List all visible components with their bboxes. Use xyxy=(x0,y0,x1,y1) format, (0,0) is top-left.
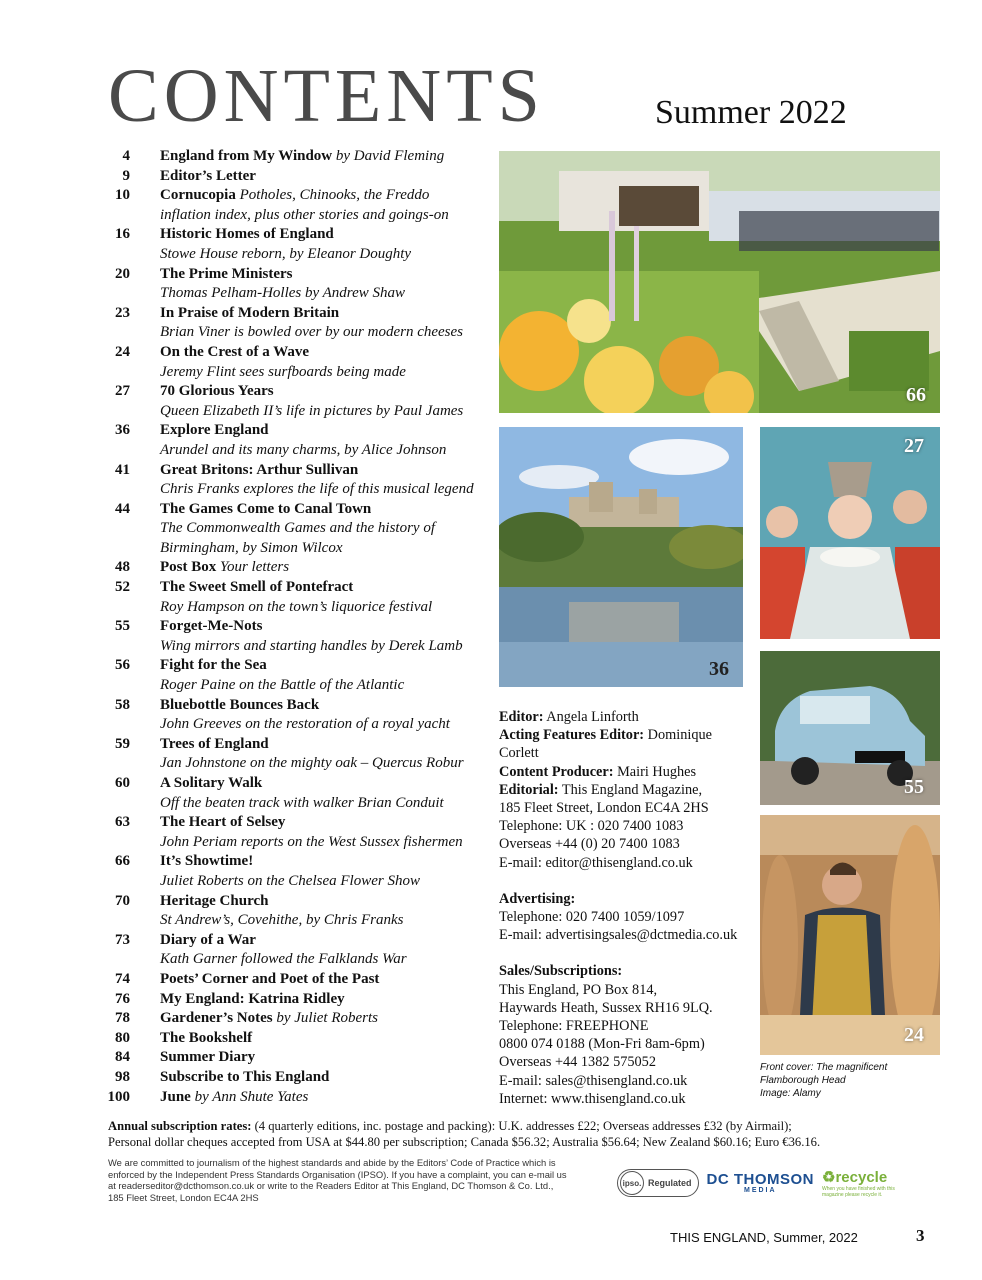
sales-internet[interactable]: Internet: www.thisengland.co.uk xyxy=(499,1090,686,1107)
toc-entry[interactable] xyxy=(100,1068,500,1088)
ipso-mark: ipso. xyxy=(620,1171,644,1195)
toc-entry[interactable] xyxy=(100,167,500,187)
toc-description: Queen Elizabeth II’s life in pictures by Paul James xyxy=(160,402,464,419)
toc-description: Thomas Pelham-Holles by Andrew Shaw xyxy=(160,285,405,302)
toc-description-continued: Birmingham, by Simon Wilcox xyxy=(160,539,343,556)
toc-page-number: 10 xyxy=(115,187,130,204)
toc-entry-body xyxy=(160,892,500,931)
toc-page-number: 59 xyxy=(115,735,130,752)
queen-page-number: 27 xyxy=(904,435,924,457)
toc-description: John Greeves on the restoration of a royal yacht xyxy=(160,716,450,733)
toc-title: Poets’ Corner and Poet of the Past xyxy=(160,970,380,987)
sales-label: Sales/Subscriptions: xyxy=(499,963,623,980)
toc-title: Fight for the Sea xyxy=(160,657,267,674)
toc-title: The Sweet Smell of Pontefract xyxy=(160,579,354,596)
sales-line-1: This England, PO Box 814, xyxy=(499,981,658,998)
toc-entry-body xyxy=(160,167,500,187)
editorial-email[interactable]: E-mail: editor@thisengland.co.uk xyxy=(499,854,693,871)
toc-description: Jan Johnstone on the mighty oak – Quercus Robur xyxy=(160,755,464,772)
toc-page-number: 4 xyxy=(122,148,130,164)
toc-description: Kath Garner followed the Falklands War xyxy=(160,951,407,968)
toc-entry-body xyxy=(160,1068,500,1088)
toc-page-number: 80 xyxy=(115,1029,130,1046)
rates-line-2: Personal dollar cheques accepted from USA at $44.80 per subscription; Canada $56.32; Australia $56.64; New Zealand $60.16; Euro €36.16. xyxy=(108,1135,821,1149)
editorial-telephone: Telephone: UK : 020 7400 1083 xyxy=(499,818,684,835)
toc-page-number: 24 xyxy=(115,343,130,360)
toc-entry[interactable] xyxy=(100,1048,500,1068)
toc-page-number: 60 xyxy=(115,775,130,791)
toc-title: Great Britons: Arthur Sullivan xyxy=(160,461,359,478)
toc-entry[interactable] xyxy=(100,852,500,891)
toc-entry[interactable] xyxy=(100,656,500,695)
queen-photo xyxy=(760,427,940,639)
toc-entry[interactable] xyxy=(100,461,500,500)
toc-description: Roy Hampson on the town’s liquorice festival xyxy=(160,598,433,615)
toc-entry[interactable] xyxy=(100,1088,500,1108)
editorial-label: Editorial: xyxy=(499,781,559,798)
editorial-overseas: Overseas +44 (0) 20 7400 1083 xyxy=(499,836,680,853)
contents-title: CONTENTS xyxy=(108,54,545,138)
toc-page-number: 66 xyxy=(115,853,130,870)
castle-photo xyxy=(499,427,743,687)
toc-title: A Solitary Walk xyxy=(160,775,263,791)
advertising-telephone: Telephone: 020 7400 1059/1097 xyxy=(499,909,685,926)
toc-entry-body xyxy=(160,1048,500,1068)
toc-entry-body xyxy=(160,265,500,304)
toc-page-number: 41 xyxy=(115,461,130,478)
toc-title: Cornucopia xyxy=(160,187,236,204)
toc-entry[interactable] xyxy=(100,1029,500,1049)
caption-line-2: Flamborough Head xyxy=(760,1075,846,1086)
dc-thomson-text: DC THOMSON xyxy=(706,1171,815,1188)
toc-description: St Andrew’s, Covehithe, by Chris Franks xyxy=(160,912,404,929)
toc-entry[interactable] xyxy=(100,774,500,813)
toc-title: Gardener’s Notes xyxy=(160,1010,273,1027)
sales-line-5: Overseas +44 1382 575052 xyxy=(499,1054,656,1071)
toc-title: In Praise of Modern Britain xyxy=(160,304,340,321)
dc-thomson-logo xyxy=(707,1172,815,1194)
toc-title: Heritage Church xyxy=(160,892,269,909)
toc-entry-body xyxy=(160,304,500,343)
toc-page-number: 27 xyxy=(115,383,130,400)
toc-entry[interactable] xyxy=(100,617,500,656)
toc-page-number: 63 xyxy=(115,814,130,831)
toc-entry-body xyxy=(160,382,500,421)
toc-entry-body xyxy=(160,970,500,990)
toc-entry-body xyxy=(160,147,500,167)
ipso-line-4: 185 Fleet Street, London EC4A 2HS xyxy=(108,1191,259,1203)
castle-page-number: 36 xyxy=(709,658,729,680)
toc-entry-body xyxy=(160,774,500,813)
toc-description: Roger Paine on the Battle of the Atlantic xyxy=(160,677,405,694)
surfboard-page-number: 24 xyxy=(904,1024,924,1046)
issue-label: Summer 2022 xyxy=(655,94,847,131)
toc-page-number: 76 xyxy=(115,990,130,1007)
toc-byline: by Juliet Roberts xyxy=(276,1010,378,1027)
toc-page-number: 23 xyxy=(115,304,130,321)
editor-name: Angela Linforth xyxy=(546,709,639,725)
toc-description: Brian Viner is bowled over by our modern cheeses xyxy=(160,324,463,341)
toc-title: On the Crest of a Wave xyxy=(160,343,310,360)
toc-entry-body xyxy=(160,343,500,382)
toc-entry[interactable] xyxy=(100,421,500,460)
toc-description: The Commonwealth Games and the history of xyxy=(160,520,435,537)
dc-thomson-media-text: MEDIA xyxy=(743,1187,777,1194)
surfboard-photo xyxy=(760,815,940,1055)
car-photo xyxy=(760,651,940,805)
ipso-statement xyxy=(108,1157,598,1203)
recycle-logo xyxy=(822,1168,902,1198)
toc-entry[interactable] xyxy=(100,931,500,970)
sales-email[interactable]: E-mail: sales@thisengland.co.uk xyxy=(499,1072,688,1089)
ipso-line-1: We are committed to journalism of the highest standards and abide by the Editors’ Code of Practice which is xyxy=(108,1157,556,1168)
advertising-label: Advertising: xyxy=(499,890,576,907)
toc-page-number: 58 xyxy=(115,696,130,713)
toc-entry-body xyxy=(160,500,500,559)
editorial-value: This England Magazine, xyxy=(561,781,703,798)
rates-label: Annual subscription rates: xyxy=(108,1119,252,1133)
toc-description: Juliet Roberts on the Chelsea Flower Show xyxy=(160,872,420,889)
ipso-line-3: at readerseditor@dcthomson.co.uk or write to the Readers Editor at This England, DC Thomson & Co. Ltd., xyxy=(108,1180,554,1191)
toc-entry-body xyxy=(160,1088,500,1108)
toc-title: It’s Showtime! xyxy=(160,853,254,870)
toc-entry[interactable] xyxy=(100,558,500,578)
toc-page-number: 98 xyxy=(115,1068,130,1085)
toc-entry-body xyxy=(160,931,500,970)
ipso-regulated-text: Regulated xyxy=(648,1178,692,1188)
toc-title: Explore England xyxy=(160,422,269,439)
toc-entry[interactable] xyxy=(100,500,500,559)
advertising-email[interactable]: E-mail: advertisingsales@dctmedia.co.uk xyxy=(499,927,738,944)
toc-page-number: 20 xyxy=(115,265,130,282)
toc-entry[interactable] xyxy=(100,304,500,343)
toc-title: Diary of a War xyxy=(160,931,256,948)
footer-text: THIS ENGLAND, Summer, 2022 xyxy=(670,1230,858,1245)
toc-description: Off the beaten track with walker Brian Conduit xyxy=(160,794,444,811)
toc-title: My England: Katrina Ridley xyxy=(160,990,345,1007)
toc-description: John Periam reports on the West Sussex fishermen xyxy=(160,833,463,850)
toc-byline: by David Fleming xyxy=(335,148,445,164)
toc-page-number: 73 xyxy=(115,931,130,948)
toc-entry[interactable] xyxy=(100,696,500,735)
toc-entry-body xyxy=(160,421,500,460)
toc-entry-body xyxy=(160,1009,500,1029)
toc-page-number: 52 xyxy=(115,579,130,596)
car-page-number: 55 xyxy=(904,776,924,798)
toc-title: The Games Come to Canal Town xyxy=(160,500,372,517)
toc-entry[interactable] xyxy=(100,186,500,225)
toc-page-number: 74 xyxy=(115,970,130,987)
content-producer-label: Content Producer: xyxy=(499,763,614,780)
recycle-subtext: When you have finished with this magazine please recycle it. xyxy=(822,1186,895,1198)
toc-page-number: 70 xyxy=(115,892,130,909)
toc-page-number: 9 xyxy=(122,167,130,184)
page-number: 3 xyxy=(916,1226,925,1245)
toc-entry[interactable] xyxy=(100,970,500,990)
content-producer-name: Mairi Hughes xyxy=(617,763,697,780)
acting-editor-label: Acting Features Editor: xyxy=(499,727,645,744)
toc-byline: Potholes, Chinooks, the Freddo xyxy=(239,187,430,204)
toc-entry-body xyxy=(160,617,500,656)
toc-page-number: 48 xyxy=(115,559,130,576)
toc-description: Arundel and its many charms, by Alice Johnson xyxy=(160,441,447,458)
editorial-address: 185 Fleet Street, London EC4A 2HS xyxy=(499,800,709,817)
toc-title: The Bookshelf xyxy=(160,1029,253,1046)
sales-line-3: Telephone: FREEPHONE xyxy=(499,1018,649,1035)
toc-title: England from My Window xyxy=(160,148,333,164)
toc-entry-body xyxy=(160,461,500,500)
toc-title: The Heart of Selsey xyxy=(160,814,286,831)
toc-entry-body xyxy=(160,852,500,891)
recycle-icon: ♻ xyxy=(822,1169,836,1186)
toc-entry[interactable] xyxy=(100,147,500,167)
toc-page-number: 100 xyxy=(107,1088,130,1105)
ipso-regulated-logo xyxy=(617,1169,699,1197)
toc-byline: by Ann Shute Yates xyxy=(194,1088,309,1105)
toc-entry[interactable] xyxy=(100,382,500,421)
toc-entry-body xyxy=(160,1029,500,1049)
caption-line-3: Image: Alamy xyxy=(760,1088,821,1099)
toc-entry-body xyxy=(160,656,500,695)
toc-page-number: 44 xyxy=(115,500,130,517)
toc-title: Historic Homes of England xyxy=(160,226,334,243)
toc-title: Summer Diary xyxy=(160,1049,256,1066)
toc-entry[interactable] xyxy=(100,990,500,1010)
toc-page-number: 55 xyxy=(115,618,130,635)
editor-label: Editor: xyxy=(499,709,544,725)
garden-page-number: 66 xyxy=(906,384,926,406)
toc-entry-body xyxy=(160,558,500,578)
table-of-contents xyxy=(100,147,500,1107)
toc-entry[interactable] xyxy=(100,225,500,264)
publisher-logos xyxy=(617,1164,902,1202)
toc-description: inflation index, plus other stories and goings-on xyxy=(160,206,449,223)
toc-entry[interactable] xyxy=(100,813,500,852)
toc-entry[interactable] xyxy=(100,578,500,617)
toc-entry[interactable] xyxy=(100,735,500,774)
toc-entry-body xyxy=(160,813,500,852)
subscription-rates xyxy=(108,1118,908,1150)
toc-entry-body xyxy=(160,735,500,774)
caption-line-1: Front cover: The magnificent xyxy=(760,1062,888,1073)
toc-description: Wing mirrors and starting handles by Derek Lamb xyxy=(160,637,463,654)
acting-editor-name: Dominique Corlett xyxy=(499,727,712,762)
sales-line-4: 0800 074 0188 (Mon-Fri 8am-6pm) xyxy=(499,1036,705,1053)
toc-title: 70 Glorious Years xyxy=(160,383,274,400)
toc-page-number: 56 xyxy=(115,657,130,674)
toc-description: Stowe House reborn, by Eleanor Doughty xyxy=(160,245,412,262)
toc-entry-body xyxy=(160,225,500,264)
toc-entry-body xyxy=(160,990,500,1010)
toc-title: Editor’s Letter xyxy=(160,167,256,184)
toc-title: June xyxy=(160,1088,191,1105)
garden-photo xyxy=(499,151,940,413)
toc-title: Bluebottle Bounces Back xyxy=(160,696,320,713)
ipso-line-2: enforced by the Independent Press Standards Organisation (IPSO). If you have a complaint, you can e-mail us xyxy=(108,1168,567,1180)
toc-entry[interactable] xyxy=(100,343,500,382)
toc-title: The Prime Ministers xyxy=(160,265,293,282)
toc-byline: Your letters xyxy=(220,559,290,576)
toc-entry-body xyxy=(160,696,500,735)
toc-page-number: 16 xyxy=(115,226,130,243)
toc-title: Forget-Me-Nots xyxy=(160,618,263,635)
recycle-text: recycle xyxy=(835,1169,888,1186)
toc-entry-body xyxy=(160,186,500,225)
toc-title: Subscribe to This England xyxy=(160,1068,330,1085)
cover-caption xyxy=(760,1061,940,1100)
toc-title: Post Box xyxy=(160,559,217,576)
toc-entry-body xyxy=(160,578,500,617)
toc-page-number: 84 xyxy=(115,1049,130,1066)
toc-description: Chris Franks explores the life of this musical legend xyxy=(160,481,474,498)
rates-line-1: (4 quarterly editions, inc. postage and packing): U.K. addresses £22; Overseas addresses £32 (by Airmail); xyxy=(254,1119,792,1133)
toc-page-number: 78 xyxy=(115,1010,130,1027)
toc-entry[interactable] xyxy=(100,265,500,304)
toc-page-number: 36 xyxy=(115,422,130,439)
toc-entry[interactable] xyxy=(100,892,500,931)
sales-line-2: Haywards Heath, Sussex RH16 9LQ. xyxy=(499,999,713,1016)
staff-box xyxy=(499,708,749,1108)
toc-title: Trees of England xyxy=(160,735,269,752)
toc-entry[interactable] xyxy=(100,1009,500,1029)
toc-description: Jeremy Flint sees surfboards being made xyxy=(160,363,406,380)
